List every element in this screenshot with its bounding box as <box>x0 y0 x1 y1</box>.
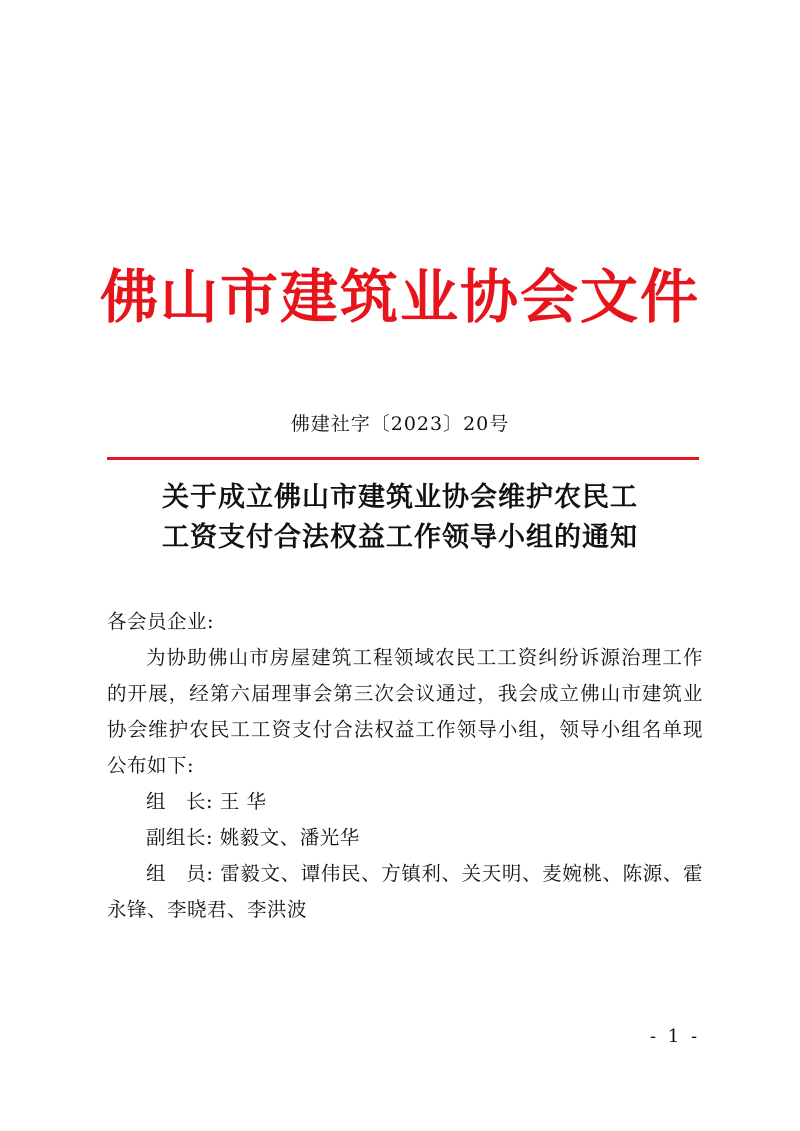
salutation: 各会员企业: <box>107 610 215 633</box>
members-line: 组 员: 雷毅文、谭伟民、方镇利、关天明、麦婉桃、陈源、霍永锋、李晓君、李洪波 <box>107 862 703 921</box>
document-title <box>100 478 700 558</box>
document-number: 佛建社字〔2023〕20号 <box>290 413 510 435</box>
deputy-leaders-line: 副组长: 姚毅文、潘光华 <box>146 826 360 849</box>
page-number: - 1 - <box>650 1026 701 1047</box>
header-divider <box>107 457 699 460</box>
document-title-line-2: 工资支付合法权益工作领导小组的通知 <box>162 522 638 553</box>
body-paragraph: 为协助佛山市房屋建筑工程领域农民工工资纠纷诉源治理工作的开展，经第六届理事会第三次会议通过，我会成立佛山市建筑业协会维护农民工工资支付合法权益工作领导小组，领导小组名单现公布如下: <box>107 646 703 777</box>
document-title-line-1: 关于成立佛山市建筑业协会维护农民工 <box>162 482 638 513</box>
document-masthead: 佛山市建筑业协会文件 <box>99 263 700 331</box>
leader-line: 组 长: 王 华 <box>146 790 267 813</box>
document-body <box>107 604 703 928</box>
